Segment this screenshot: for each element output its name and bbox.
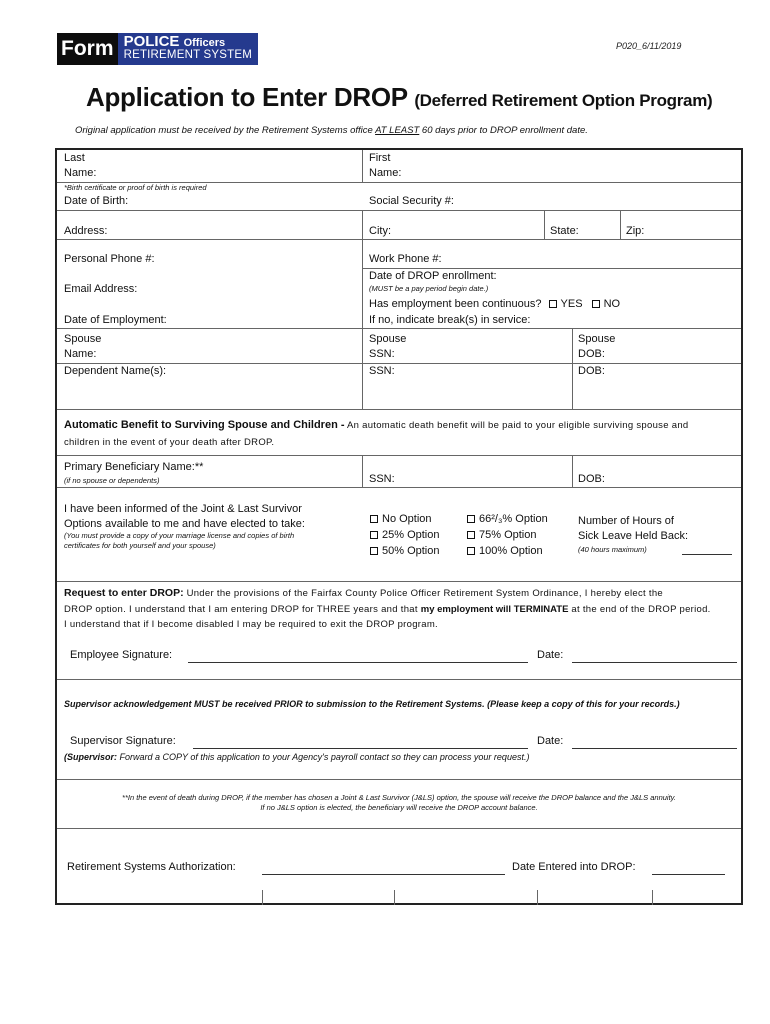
employee-signature-label: Employee Signature: [70, 649, 173, 661]
date-entered-label: Date Entered into DROP: [512, 861, 636, 873]
option-none-checkbox[interactable] [370, 515, 378, 523]
form-logo [57, 33, 258, 65]
no-label: NO [603, 298, 621, 310]
rule [57, 455, 741, 456]
intro-text [75, 125, 588, 136]
spouse-ssn-field[interactable]: Spouse SSN: [369, 333, 407, 360]
city-field[interactable]: City: [369, 225, 391, 237]
rule [57, 487, 741, 488]
page-title [86, 82, 712, 113]
rule [537, 890, 538, 905]
request-drop-text: Request to enter DROP: Under the provisions of the Fairfax County Police Officer Retirement System Ordinance, I hereby elect the DROP option. I understand that I am entering DROP for THREE years and that my employment will TERMINATE at the end of the DROP period. I understand that if I become disabled I may be required to exit the DROP program. [64, 587, 711, 630]
rule [362, 455, 363, 487]
yes-checkbox[interactable] [549, 300, 557, 308]
form-code: P020_6/11/2019 [616, 41, 682, 51]
option-50[interactable]: 50% Option [370, 544, 439, 559]
rule [572, 328, 573, 409]
supervisor-ack-text: Supervisor acknowledgement MUST be received PRIOR to submission to the Retirement Systems. (Please keep a copy of this for your records.) [64, 699, 680, 709]
beneficiary-note: (if no spouse or dependents) [64, 476, 160, 485]
rule [362, 328, 363, 409]
dependent-names-field[interactable]: Dependent Name(s): [64, 365, 167, 377]
rule [362, 239, 363, 328]
authorization-line[interactable] [262, 874, 505, 875]
birth-note: *Birth certificate or proof of birth is required [64, 183, 207, 192]
automatic-benefit-text: Automatic Benefit to Surviving Spouse and Children - An automatic death benefit will be paid to your eligible surviving spouse and children in the event of your death after DROP. [64, 419, 689, 448]
date-entered-line[interactable] [652, 874, 725, 875]
supervisor-signature-line[interactable] [193, 748, 528, 749]
logo-system: RETIREMENT SYSTEM [123, 49, 252, 61]
work-phone-field[interactable]: Work Phone #: [369, 253, 442, 265]
sick-leave-label: Number of Hours of Sick Leave Held Back: [578, 515, 689, 542]
rule [57, 828, 741, 829]
rule [57, 409, 741, 410]
rule [620, 210, 621, 239]
logo-officers: Officers [183, 37, 226, 49]
rule [544, 210, 545, 239]
rule [57, 239, 741, 240]
logo-form-label: Form [57, 33, 118, 65]
jls-options-note: (You must provide a copy of your marriage license and copies of birth certificates for both yourself and your spouse) [64, 531, 295, 550]
personal-phone-field[interactable]: Personal Phone #: [64, 253, 155, 265]
rule [362, 150, 363, 182]
option-75-checkbox[interactable] [467, 531, 475, 539]
primary-beneficiary-field[interactable]: Primary Beneficiary Name:** [64, 461, 204, 473]
rule [572, 455, 573, 487]
beneficiary-dob-field[interactable]: DOB: [578, 473, 605, 485]
option-75[interactable]: 75% Option [467, 528, 536, 543]
option-66[interactable]: 66²/₃% Option [467, 512, 548, 527]
jls-options-text: I have been informed of the Joint & Last Survivor Options available to me and have elected to take: [64, 503, 305, 530]
service-breaks-field[interactable]: If no, indicate break(s) in service: [369, 314, 531, 326]
option-100[interactable]: 100% Option [467, 544, 543, 559]
intro-emphasis: AT LEAST [375, 125, 420, 136]
death-footnote: **In the event of death during DROP, if the member has chosen a Joint & Last Survivor (J&LS) option, the spouse will receive the DROP balance and the J&LS annuity. If no J&LS option is elected, the beneficiary will receive the DROP account balance. [122, 793, 676, 812]
logo-police-system [118, 33, 258, 65]
zip-field[interactable]: Zip: [626, 225, 645, 237]
email-field[interactable]: Email Address: [64, 283, 138, 295]
spouse-name-field[interactable]: Spouse Name: [64, 333, 102, 360]
sick-leave-note: (40 hours maximum) [578, 545, 647, 554]
yes-label: YES [560, 298, 583, 310]
supervisor-note: (Supervisor: Forward a COPY of this application to your Agency's payroll contact so they can process your request.) [64, 752, 530, 762]
rule [362, 210, 363, 239]
option-25[interactable]: 25% Option [370, 528, 439, 543]
rule [394, 890, 395, 905]
employee-signature-line[interactable] [188, 662, 528, 663]
request-heading: Request to enter DROP: [64, 587, 184, 599]
rule [262, 890, 263, 905]
supervisor-date-line[interactable] [572, 748, 737, 749]
drop-date-note: (MUST be a pay period begin date.) [369, 284, 489, 293]
benefit-heading: Automatic Benefit to Surviving Spouse and Children - [64, 419, 345, 431]
ssn-field[interactable]: Social Security #: [369, 195, 454, 207]
option-none[interactable]: No Option [370, 512, 432, 527]
intro-after: 60 days prior to DROP enrollment date. [421, 125, 588, 136]
supervisor-signature-label: Supervisor Signature: [70, 735, 176, 747]
rule [57, 581, 741, 582]
title-main: Application to Enter DROP [86, 82, 408, 112]
employee-date-line[interactable] [572, 662, 737, 663]
logo-police: POLICE [123, 33, 180, 50]
spouse-dob-field[interactable]: Spouse DOB: [578, 333, 616, 360]
date-of-birth-field[interactable]: Date of Birth: [64, 195, 129, 207]
option-25-checkbox[interactable] [370, 531, 378, 539]
supervisor-date-label: Date: [537, 735, 564, 747]
title-sub: (Deferred Retirement Option Program) [414, 91, 713, 110]
intro-before: Original application must be received by the Retirement Systems office [75, 125, 373, 136]
sick-leave-input[interactable] [682, 554, 732, 555]
rule [57, 779, 741, 780]
state-field[interactable]: State: [550, 225, 579, 237]
rule [652, 890, 653, 905]
rule [57, 328, 741, 329]
dependent-dob-field[interactable]: DOB: [578, 365, 605, 377]
authorization-label: Retirement Systems Authorization: [67, 861, 236, 873]
employment-continuous: Has employment been continuous? YES NO [369, 298, 621, 310]
no-checkbox[interactable] [592, 300, 600, 308]
application-form [55, 148, 743, 905]
option-50-checkbox[interactable] [370, 547, 378, 555]
beneficiary-ssn-field[interactable]: SSN: [369, 473, 395, 485]
first-name-field[interactable]: First Name: [369, 152, 402, 179]
rule [57, 210, 741, 211]
employee-date-label: Date: [537, 649, 564, 661]
drop-enrollment-field[interactable]: Date of DROP enrollment: [369, 270, 497, 282]
address-field[interactable]: Address: [64, 225, 108, 237]
date-of-employment-field[interactable]: Date of Employment: [64, 314, 167, 326]
dependent-ssn-field[interactable]: SSN: [369, 365, 395, 377]
last-name-field[interactable]: Last Name: [64, 152, 97, 179]
option-66-checkbox[interactable] [467, 515, 475, 523]
rule [57, 679, 741, 680]
option-100-checkbox[interactable] [467, 547, 475, 555]
